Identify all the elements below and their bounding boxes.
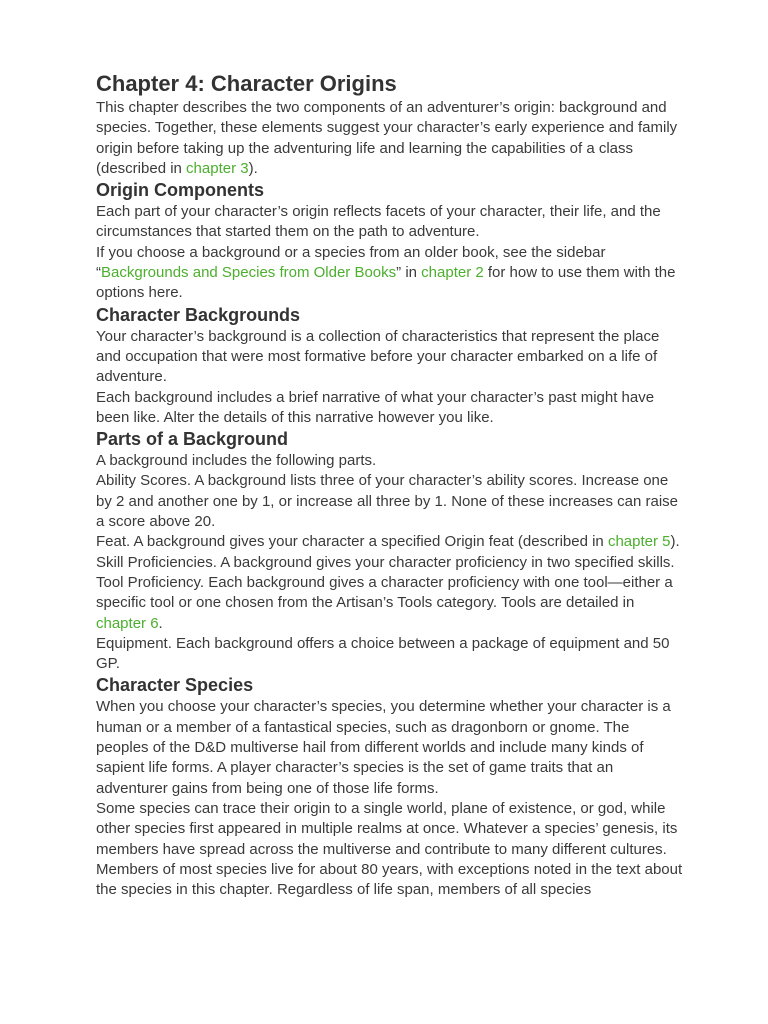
older-books-link[interactable]: Backgrounds and Species from Older Books	[101, 264, 397, 282]
feat-text-end: ).	[670, 533, 680, 551]
older-books-text-end: for how to use them with the options here.	[96, 264, 676, 302]
backgrounds-paragraph-2: Each background includes a brief narrative of what your character’s past might have been like. Alter the details of this narrative however you like.	[96, 388, 655, 426]
ability-scores-paragraph: Ability Scores. A background lists three of your character’s ability scores. Increase one by 2 and another one by 1, or increase all three by 1. None of these increases can raise a score above 20.	[96, 472, 679, 531]
intro-text-end: ).	[248, 159, 258, 177]
chapter-5-link[interactable]: chapter 5	[607, 533, 671, 551]
parts-intro-paragraph: A background includes the following parts.	[96, 452, 377, 470]
tool-text: Tool Proficiency. Each background gives a character proficiency with one tool—either a specific tool or one chosen from the Artisan’s Tools category. Tools are detailed in	[96, 573, 673, 612]
document-content	[96, 70, 686, 900]
older-books-text-mid: ” in	[396, 264, 422, 282]
species-paragraph-2: Some species can trace their origin to a single world, plane of existence, or god, while other species first appeared in multiple realms at once. Whatever a species’ genesis, its members have spread across the multiverse and contribute to many different cultures.	[96, 799, 678, 858]
backgrounds-paragraph-1: Your character’s background is a collection of characteristics that represent the place and occupation that were most formative before your character embarked on a life of adventure.	[96, 327, 660, 386]
origin-components-heading: Origin Components	[96, 180, 264, 201]
character-backgrounds-heading: Character Backgrounds	[96, 304, 301, 325]
chapter-6-link[interactable]: chapter 6	[96, 614, 159, 632]
feat-text: Feat. A background gives your character a specified Origin feat (described in	[96, 533, 608, 551]
older-books-paragraph	[96, 243, 686, 304]
parts-of-background-heading: Parts of a Background	[96, 429, 289, 450]
chapter-3-link[interactable]: chapter 3	[186, 159, 249, 177]
origin-components-paragraph: Each part of your character’s origin reflects facets of your character, their life, and the circumstances that started them on the path to adventure.	[96, 203, 661, 241]
feat-paragraph	[96, 532, 686, 552]
character-species-heading: Character Species	[96, 675, 254, 696]
intro-text: This chapter describes the two components of an adventurer’s origin: background and species. Together, these elements suggest your character’s early experience and family origin before taking up the adventuring life and learning the capabilities of a class (described in	[96, 99, 678, 177]
species-paragraph-3: Members of most species live for about 80 years, with exceptions noted in the text about the species in this chapter. Regardless of life span, members of all species	[96, 860, 683, 899]
tool-text-end: .	[158, 614, 163, 632]
intro-paragraph	[96, 98, 686, 179]
page-title: Chapter 4: Character Origins	[96, 71, 397, 96]
species-paragraph-1: When you choose your character’s species, you determine whether your character is a human or a member of a fantastical species, such as dragonborn or gnome. The peoples of the D&D multiverse hail from different worlds and include many kinds of sapient life forms. A player character’s species is the set of game traits that an adventurer gains from being one of those life forms.	[96, 698, 671, 797]
older-books-text: If you choose a background or a species from an older book, see the sidebar “	[96, 243, 606, 282]
skill-proficiencies-paragraph: Skill Proficiencies. A background gives your character proficiency in two specified skills.	[96, 553, 675, 571]
tool-proficiency-paragraph	[96, 573, 686, 634]
chapter-2-link[interactable]: chapter 2	[421, 264, 484, 282]
equipment-paragraph: Equipment. Each background offers a choice between a package of equipment and 50 GP.	[96, 634, 670, 673]
